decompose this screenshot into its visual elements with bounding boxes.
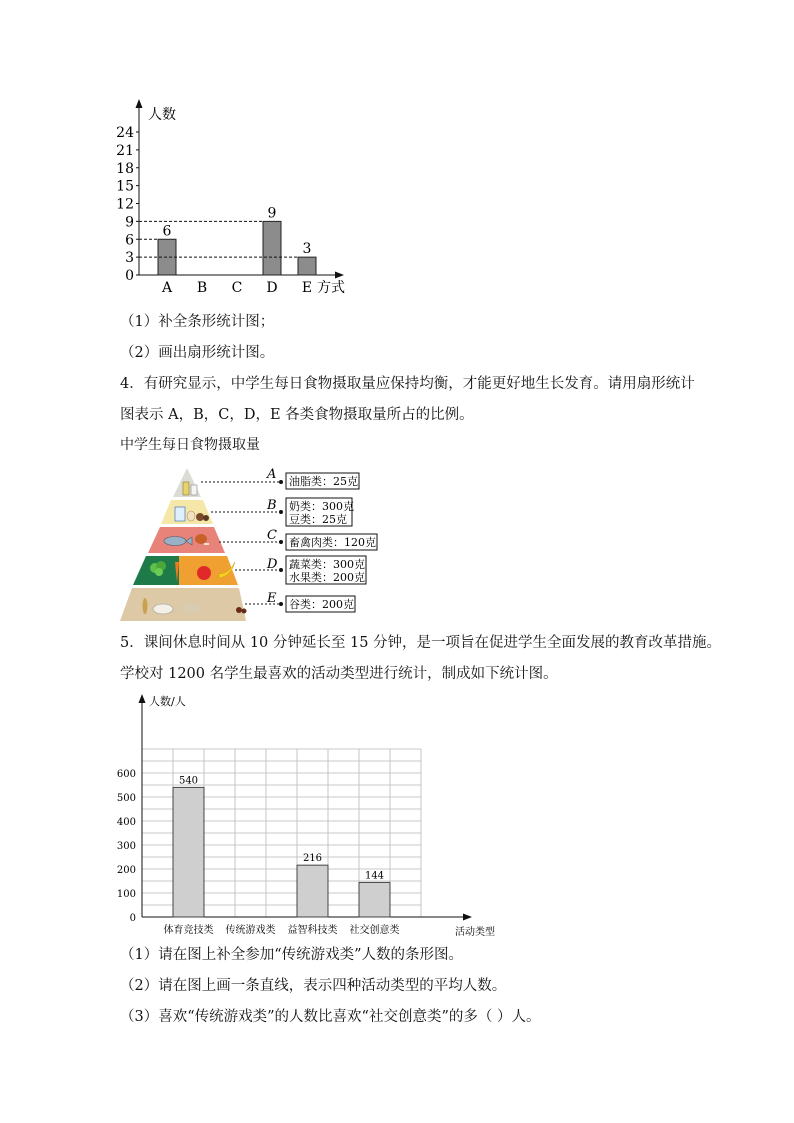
question-4-line-1: 4．有研究显示，中学生每日食物摄取量应保持均衡，才能更好地生长发育。请用扇形统计 bbox=[120, 376, 695, 392]
chart2-y-tick-label: 100 bbox=[116, 889, 136, 900]
pyramid-letter-b: B bbox=[267, 498, 277, 513]
chart2-y-label: 人数/人 bbox=[149, 695, 186, 708]
question-5-part-1: （1）请在图上补全参加“传统游戏类”人数的条形图。 bbox=[120, 947, 464, 963]
pyramid-letter-a: A bbox=[267, 467, 277, 482]
chart2-x-tick-label: 体育竞技类 bbox=[163, 925, 214, 936]
chart2-y-tick-label: 200 bbox=[116, 865, 136, 876]
chart1-y-tick-label: 15 bbox=[116, 178, 134, 195]
chart1-x-label: 方式 bbox=[317, 280, 345, 296]
chart1-y-label: 人数 bbox=[148, 107, 176, 123]
chart2-x-tick-label: 传统游戏类 bbox=[225, 925, 276, 936]
chart1-y-tick-label: 9 bbox=[125, 214, 134, 231]
question-4-line-2: 图表示 A，B，C，D，E 各类食物摄取量所占的比例。 bbox=[120, 407, 474, 423]
pyramid-label-b-1: 奶类：300克 bbox=[289, 500, 354, 513]
pyramid-letter-c: C bbox=[267, 528, 277, 543]
chart1-y-tick-label: 3 bbox=[125, 250, 134, 267]
chart1-x-tick-label: C bbox=[231, 280, 243, 296]
chart1-y-tick-label: 0 bbox=[125, 268, 134, 284]
chart2-data-label: 144 bbox=[364, 870, 385, 882]
chart2-data-label: 216 bbox=[302, 853, 323, 865]
chart1-data-label: 9 bbox=[267, 205, 277, 222]
chart1-x-tick-label: E bbox=[301, 280, 313, 296]
chart2-x-arrow bbox=[463, 914, 472, 921]
chart2-y-tick-label: 600 bbox=[116, 769, 136, 780]
food-pyramid bbox=[115, 460, 395, 625]
chart2-y-tick-label: 500 bbox=[116, 793, 136, 804]
chart2-x-tick-label: 益智科技类 bbox=[287, 925, 338, 936]
chart1-x-arrow bbox=[335, 272, 344, 279]
question-5-line-1: 5．课间休息时间从 10 分钟延长至 15 分钟，是一项旨在促进学生全面发展的教育改革措施。 bbox=[120, 635, 722, 651]
chart2-bar bbox=[173, 787, 204, 917]
chart1-x-tick-label: B bbox=[196, 280, 208, 296]
pyramid-letter-e: E bbox=[267, 591, 277, 606]
pyramid-label-e: 谷类：200克 bbox=[289, 598, 354, 611]
pyramid-label-a: 油脂类：25克 bbox=[289, 475, 358, 488]
question-5-part-3: （3）喜欢“传统游戏类”的人数比喜欢“社交创意类”的多（ ）人。 bbox=[120, 1009, 541, 1025]
chart2-y-arrow bbox=[139, 694, 146, 703]
chart1-y-arrow bbox=[136, 99, 143, 108]
pyramid-level-c bbox=[148, 527, 225, 553]
chart1-y-tick-label: 18 bbox=[116, 160, 134, 177]
pyramid-label-d-1: 蔬菜类：300克 bbox=[289, 558, 365, 571]
chart1-x-tick-label: D bbox=[266, 280, 278, 296]
question-5-part-2: （2）请在图上画一条直线，表示四种活动类型的平均人数。 bbox=[120, 978, 507, 994]
question-3-part-1: （1）补全条形统计图； bbox=[120, 314, 275, 330]
chart1-y-tick-label: 24 bbox=[116, 125, 134, 141]
bar-chart-2 bbox=[110, 688, 510, 938]
chart2-x-label: 活动类型 bbox=[455, 927, 495, 938]
pyramid-label-c: 畜禽肉类：120克 bbox=[289, 536, 376, 549]
chart2-bar bbox=[297, 865, 328, 917]
bar-chart-1 bbox=[100, 95, 370, 305]
chart2-x-tick-label: 社交创意类 bbox=[349, 925, 400, 936]
chart1-x-tick-label: A bbox=[161, 280, 173, 296]
chart2-data-label: 540 bbox=[178, 775, 199, 787]
chart2-bar bbox=[359, 882, 390, 917]
chart1-y-tick-label: 6 bbox=[125, 232, 134, 249]
question-3-part-2: （2）画出扇形统计图。 bbox=[120, 345, 275, 361]
chart1-bar bbox=[263, 221, 281, 275]
chart1-data-label: 6 bbox=[162, 223, 172, 240]
chart1-y-tick-label: 12 bbox=[116, 196, 134, 213]
pyramid-label-d-2: 水果类：200克 bbox=[289, 571, 365, 584]
chart2-y-tick-label: 0 bbox=[129, 913, 136, 924]
chart2-y-tick-label: 400 bbox=[116, 817, 136, 828]
chart1-bar bbox=[298, 257, 316, 275]
pyramid-label-b-2: 豆类：25克 bbox=[289, 513, 347, 526]
question-4-chart-title: 中学生每日食物摄取量 bbox=[120, 437, 260, 453]
question-5-line-2: 学校对 1200 名学生最喜欢的活动类型进行统计，制成如下统计图。 bbox=[120, 666, 558, 682]
chart1-y-tick-label: 21 bbox=[116, 142, 134, 159]
chart2-y-tick-label: 300 bbox=[116, 841, 136, 852]
pyramid-letter-d: D bbox=[267, 557, 278, 572]
chart1-data-label: 3 bbox=[302, 241, 312, 258]
